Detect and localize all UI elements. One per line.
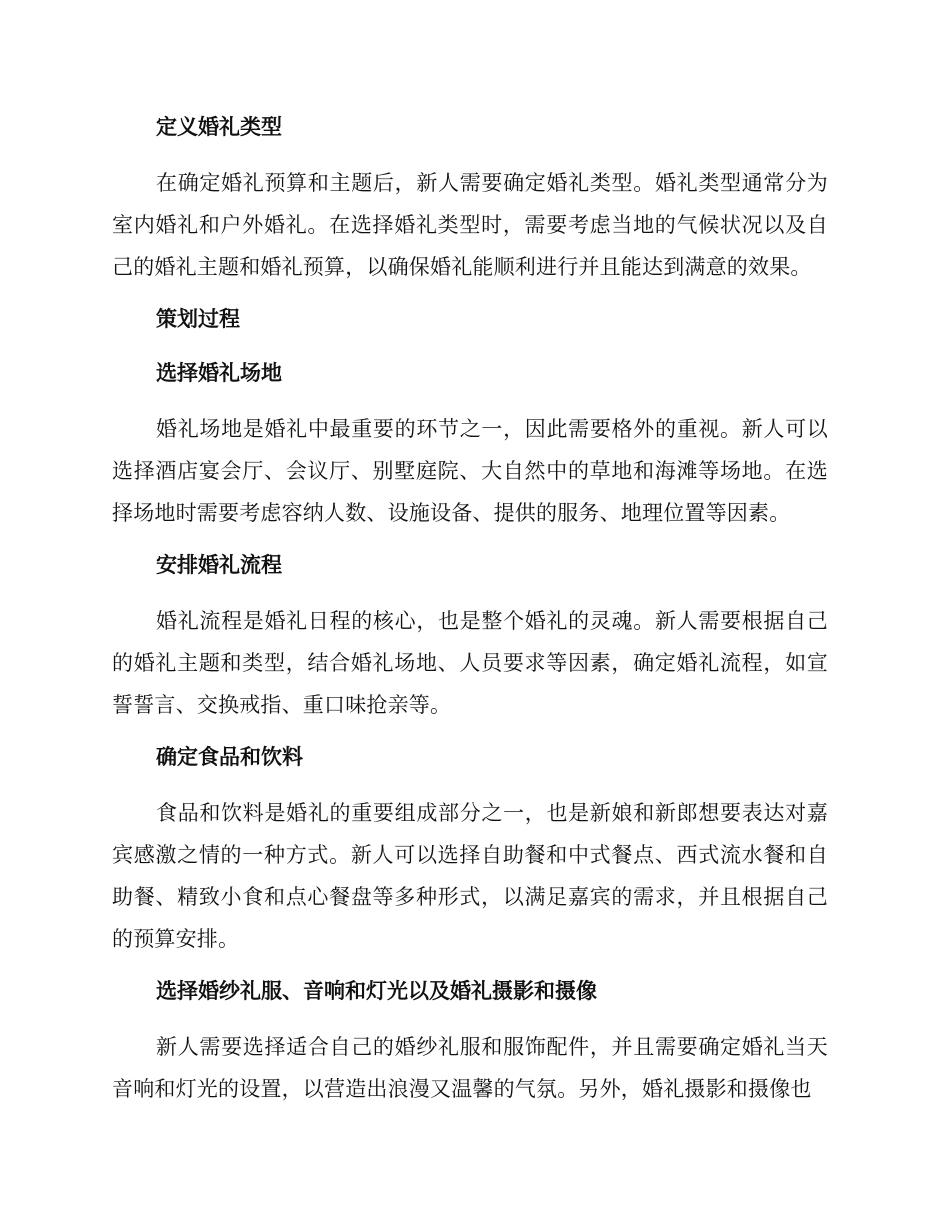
section-heading-wedding-type: 定义婚礼类型 <box>156 115 282 139</box>
section-paragraph-venue: 婚礼场地是婚礼中最重要的环节之一，因此需要格外的重视。新人可以选择酒店宴会厅、会议厅、别墅庭院、大自然中的草地和海滩等场地。在选择场地时需要考虑容纳人数、设施设备、提供的服务、地理位置等因素。 <box>112 417 828 525</box>
section-heading-attire-av-photo: 选择婚纱礼服、音响和灯光以及婚礼摄影和摄像 <box>156 979 597 1003</box>
section-heading-venue: 选择婚礼场地 <box>156 361 282 385</box>
section-paragraph-ceremony-flow: 婚礼流程是婚礼日程的核心，也是整个婚礼的灵魂。新人需要根据自己的婚礼主题和类型，结合婚礼场地、人员要求等因素，确定婚礼流程，如宣誓誓言、交换戒指、重口味抢亲等。 <box>112 609 828 717</box>
section-paragraph-attire-av-photo: 新人需要选择适合自己的婚纱礼服和服饰配件，并且需要确定婚礼当天音响和灯光的设置，以营造出浪漫又温馨的气氛。另外，婚礼摄影和摄像也 <box>112 1035 828 1101</box>
section-heading-ceremony-flow: 安排婚礼流程 <box>156 553 282 577</box>
section-heading-planning-process: 策划过程 <box>156 307 240 331</box>
document-body <box>112 108 828 1110</box>
section-paragraph-food-drinks: 食品和饮料是婚礼的重要组成部分之一，也是新娘和新郎想要表达对嘉宾感激之情的一种方式。新人可以选择自助餐和中式餐点、西式流水餐和自助餐、精致小食和点心餐盘等多种形式，以满足嘉宾的需求，并且根据自己的预算安排。 <box>112 801 828 951</box>
section-paragraph-wedding-type: 在确定婚礼预算和主题后，新人需要确定婚礼类型。婚礼类型通常分为室内婚礼和户外婚礼。在选择婚礼类型时，需要考虑当地的气候状况以及自己的婚礼主题和婚礼预算，以确保婚礼能顺利进行并且能达到满意的效果。 <box>112 171 828 279</box>
section-heading-food-drinks: 确定食品和饮料 <box>156 745 303 769</box>
